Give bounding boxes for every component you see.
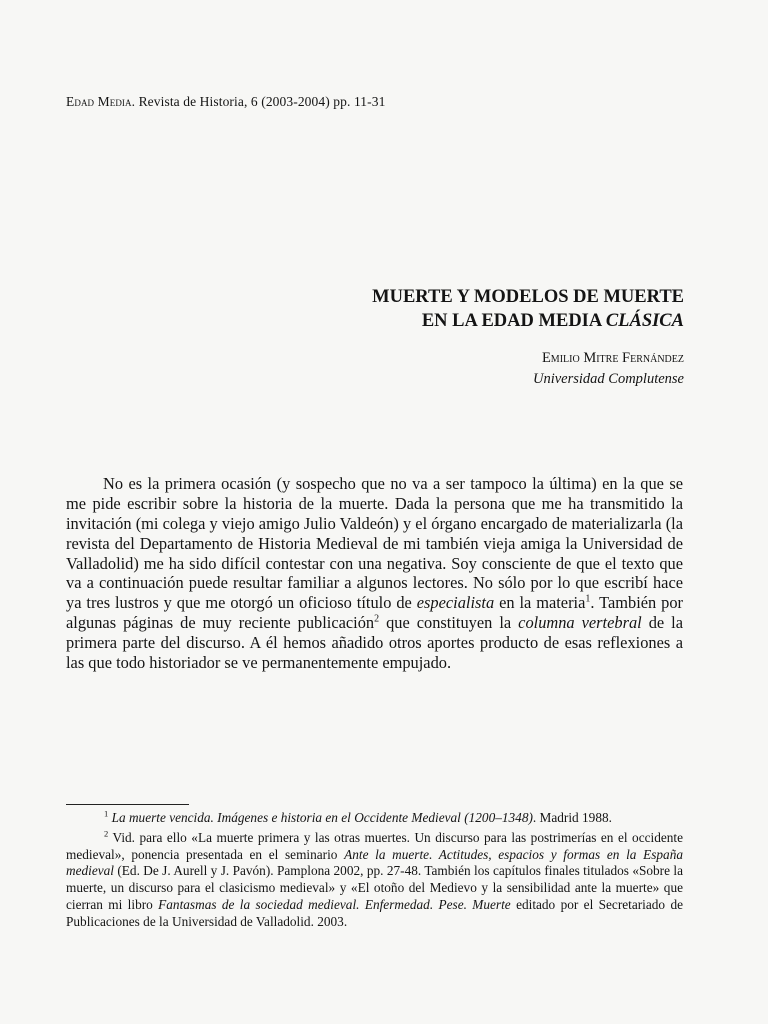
body-text-5: de la primera parte del discurso. A él hemos añadido otros aportes producto de esas reflexiones a las que todo historiador se ve permanentemente empujado.	[66, 612, 684, 672]
footnotes	[66, 810, 683, 934]
body-text-1: No es la primera ocasión (y sospecho que no va a ser tampoco la última) en la que se me pide escribir sobre la historia de la muerte. Dada la persona que me ha transmitido la invitación (mi colega y viejo amigo Julio Valdeón) y el órgano encargado de materializarla (la revista del Departamento de Historia Medieval de mi también vieja amiga la Universidad de Valladolid) me ha sido difícil contestar con una negativa. Soy consciente de que el texto que va a continuación puede resultar familiar a algunos lectores. No sólo por lo que escribí hace ya tres lustros y que me otorgó un oficioso título de	[66, 474, 683, 613]
title-line-1: MUERTE Y MODELOS DE MUERTE	[372, 287, 684, 307]
footnote-1-title: La muerte vencida. Imágenes e historia en el Occidente Medieval (1200–1348)	[111, 810, 533, 825]
footnote-1-rest: . Madrid 1988.	[532, 810, 612, 825]
body-text-2: en la materia	[494, 593, 586, 613]
journal-header	[66, 94, 385, 110]
author-block	[533, 348, 684, 390]
body-italic-especialista: especialista	[416, 593, 495, 613]
footnote-2-text-e: editado por el Secretariado de Publicaciones de la Universidad de Valladolid. 2003.	[66, 896, 683, 929]
footnote-2	[66, 830, 683, 931]
footnote-2-italic-d: Fantasmas de la sociedad medieval. Enfermedad. Pese. Muerte	[158, 896, 511, 912]
journal-citation: . Revista de Historia, 6 (2003-2004) pp. 11-31	[131, 94, 386, 109]
footnote-2-number: 2	[104, 828, 109, 839]
footnote-2-italic-b: Ante la muerte. Actitudes, espacios y formas en la España medieval	[66, 846, 683, 879]
body-text-4: que constituyen la	[379, 612, 519, 632]
footnote-divider	[66, 804, 189, 805]
footnote-1	[66, 810, 683, 827]
journal-name: Edad Media	[66, 94, 132, 109]
body-text-3: . También por algunas páginas de muy reciente publicación	[66, 593, 683, 632]
footnote-ref-1[interactable]: 1	[585, 593, 591, 605]
title-line-2-italic: CLÁSICA	[605, 311, 684, 331]
footnote-ref-2[interactable]: 2	[374, 613, 380, 625]
body-italic-columna-vertebral: columna vertebral	[518, 612, 642, 632]
title-line-2	[372, 309, 684, 333]
article-title	[372, 285, 684, 333]
body-paragraph	[66, 474, 683, 672]
author-name: Emilio Mitre Fernández	[541, 350, 684, 366]
author-affiliation: Universidad Complutense	[532, 371, 684, 387]
footnote-1-number: 1	[104, 808, 109, 819]
footnote-2-text-a: Vid. para ello «La muerte primera y las otras muertes. Un discurso para las postrimerías en el occidente medieval», ponencia presentada en el seminario	[66, 829, 683, 862]
title-line-2-prefix: EN LA EDAD MEDIA	[421, 311, 606, 331]
footnote-2-text-c: (Ed. De J. Aurell y J. Pavón). Pamplona 2002, pp. 27-48. También los capítulos finales titulados «Sobre la muerte, un discurso para el clasicismo medieval» y «El otoño del Medievo y la sensibilidad ante la muerte» que cierran mi libro	[66, 863, 683, 912]
